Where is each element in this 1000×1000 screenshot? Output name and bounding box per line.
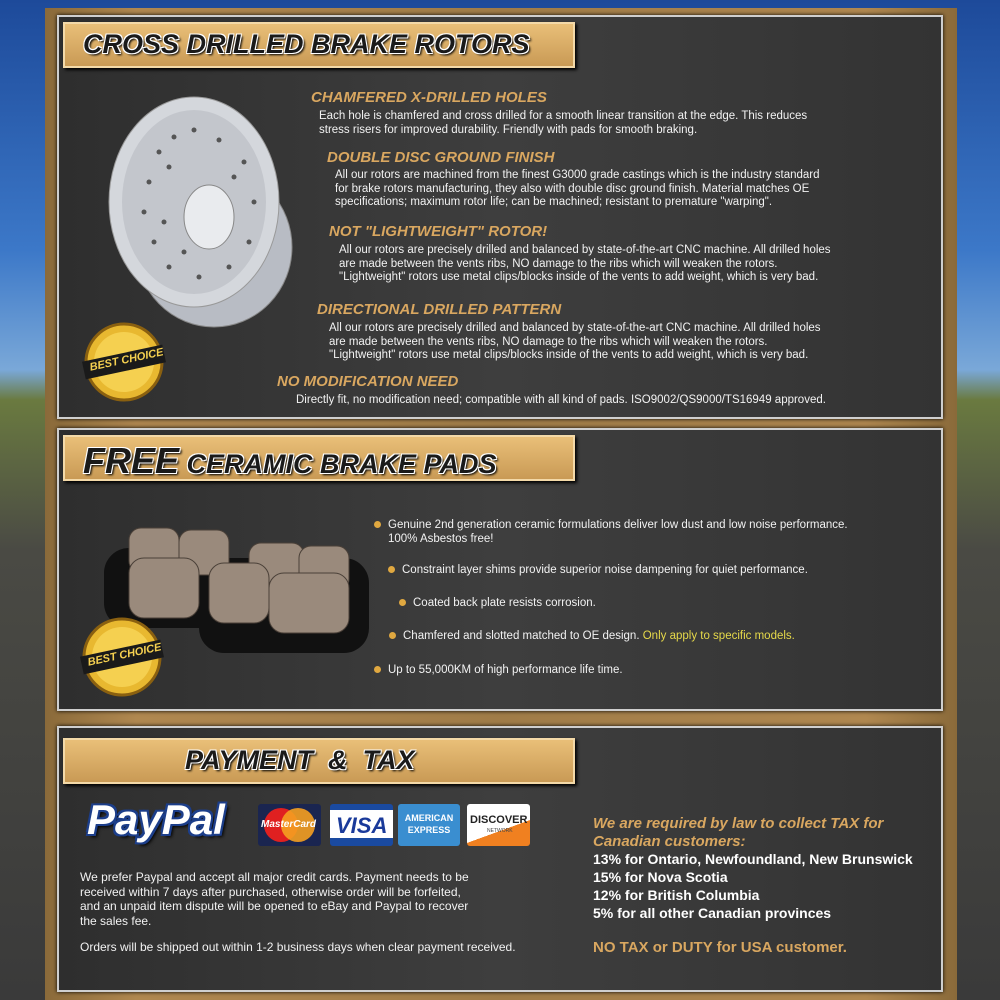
feature-heading: DIRECTIONAL DRILLED PATTERN xyxy=(317,301,562,318)
feature-heading: DOUBLE DISC GROUND FINISH xyxy=(327,149,555,166)
feature-heading: NOT "LIGHTWEIGHT" ROTOR! xyxy=(329,223,548,240)
rotors-panel xyxy=(57,15,943,419)
tax-rates: 13% for Ontario, Newfoundland, New Brunswick 15% for Nova Scotia 12% for British Columbia 5% for all other Canadian provinces xyxy=(593,851,913,921)
feature-text: All our rotors are precisely drilled and balanced by state-of-the-art CNC machine. All drilled holes are made between the vents ribs, NO damage to the ribs which will weaken the rotors. "Lightweight" rotors use metal clips/blocks inside of the vents to add weight, which is very bad. xyxy=(329,322,821,362)
pad-feature: Chamfered and slotted matched to OE design. Only apply to specific models. xyxy=(403,629,795,643)
models-note: Only apply to specific models. xyxy=(642,630,795,642)
bullet-icon xyxy=(374,521,381,528)
shipping-text: Orders will be shipped out within 1-2 business days when clear payment received. xyxy=(80,940,516,954)
feature-text: Each hole is chamfered and cross drilled for a smooth linear transition at the edge. This reduces stress risers for improved durability. Friendly with pads for smooth braking. xyxy=(319,110,808,136)
tax-heading: We are required by law to collect TAX for Canadian customers: xyxy=(593,815,884,850)
visa-logo: VISA xyxy=(330,804,393,846)
amex-logo: AMERICAN EXPRESS xyxy=(398,804,460,846)
feature-heading: CHAMFERED X-DRILLED HOLES xyxy=(311,89,547,106)
pad-feature: Coated back plate resists corrosion. xyxy=(413,596,596,610)
payment-title: PAYMENT & TAX xyxy=(185,745,415,775)
feature-text: Directly fit, no modification need; compatible with all kind of pads. ISO9002/QS9000/TS16949 approved. xyxy=(296,394,826,406)
pads-banner xyxy=(63,435,575,481)
feature-text: All our rotors are machined from the finest G3000 grade castings which is the industry standard for brake rotors manufacturing, they also with double disc ground finish. Material matches OE specifications; maximum rotor life; can be machined; resistant to premature "warping". xyxy=(335,169,820,209)
payment-text: We prefer Paypal and accept all major credit cards. Payment needs to be received within 7 days after purchased, otherwise order will be forfeited, and an unpaid item dispute will be opened to eBay and Paypal to recover the sales fee. xyxy=(80,870,469,928)
usa-tax-note: NO TAX or DUTY for USA customer. xyxy=(593,939,847,956)
badge-label: BEST CHOICE xyxy=(86,641,163,669)
pads-title-free: FREE xyxy=(83,440,180,481)
best-choice-badge xyxy=(77,612,167,702)
best-choice-badge xyxy=(79,317,169,407)
bullet-icon xyxy=(389,632,396,639)
rotors-title: CROSS DRILLED BRAKE ROTORS xyxy=(83,29,530,59)
pad-feature: Genuine 2nd generation ceramic formulations deliver low dust and low noise performance. 100% Asbestos free! xyxy=(388,518,848,546)
badge-label: BEST CHOICE xyxy=(88,346,165,374)
feature-heading: NO MODIFICATION NEED xyxy=(277,373,459,390)
discover-logo: DISCOVER NETWORK xyxy=(467,804,530,846)
pads-panel xyxy=(57,428,943,711)
paypal-logo: PayPal xyxy=(87,796,225,843)
bullet-icon xyxy=(374,666,381,673)
rotor-image xyxy=(99,92,299,332)
rotors-banner xyxy=(63,22,575,68)
payment-banner xyxy=(63,738,575,784)
bullet-icon xyxy=(388,566,395,573)
pad-feature: Constraint layer shims provide superior noise dampening for quiet performance. xyxy=(402,563,808,577)
mastercard-logo: MasterCard xyxy=(258,804,321,846)
feature-text: All our rotors are precisely drilled and balanced by state-of-the-art CNC machine. All drilled holes are made between the vents ribs, NO damage to the ribs which will weaken the rotors. "Lightweight" rotors use metal clips/blocks inside of the vents to add weight, which is very bad. xyxy=(339,244,831,284)
pads-title: CERAMIC BRAKE PADS xyxy=(186,449,497,479)
bullet-icon xyxy=(399,599,406,606)
pad-feature: Up to 55,000KM of high performance life time. xyxy=(388,663,623,677)
